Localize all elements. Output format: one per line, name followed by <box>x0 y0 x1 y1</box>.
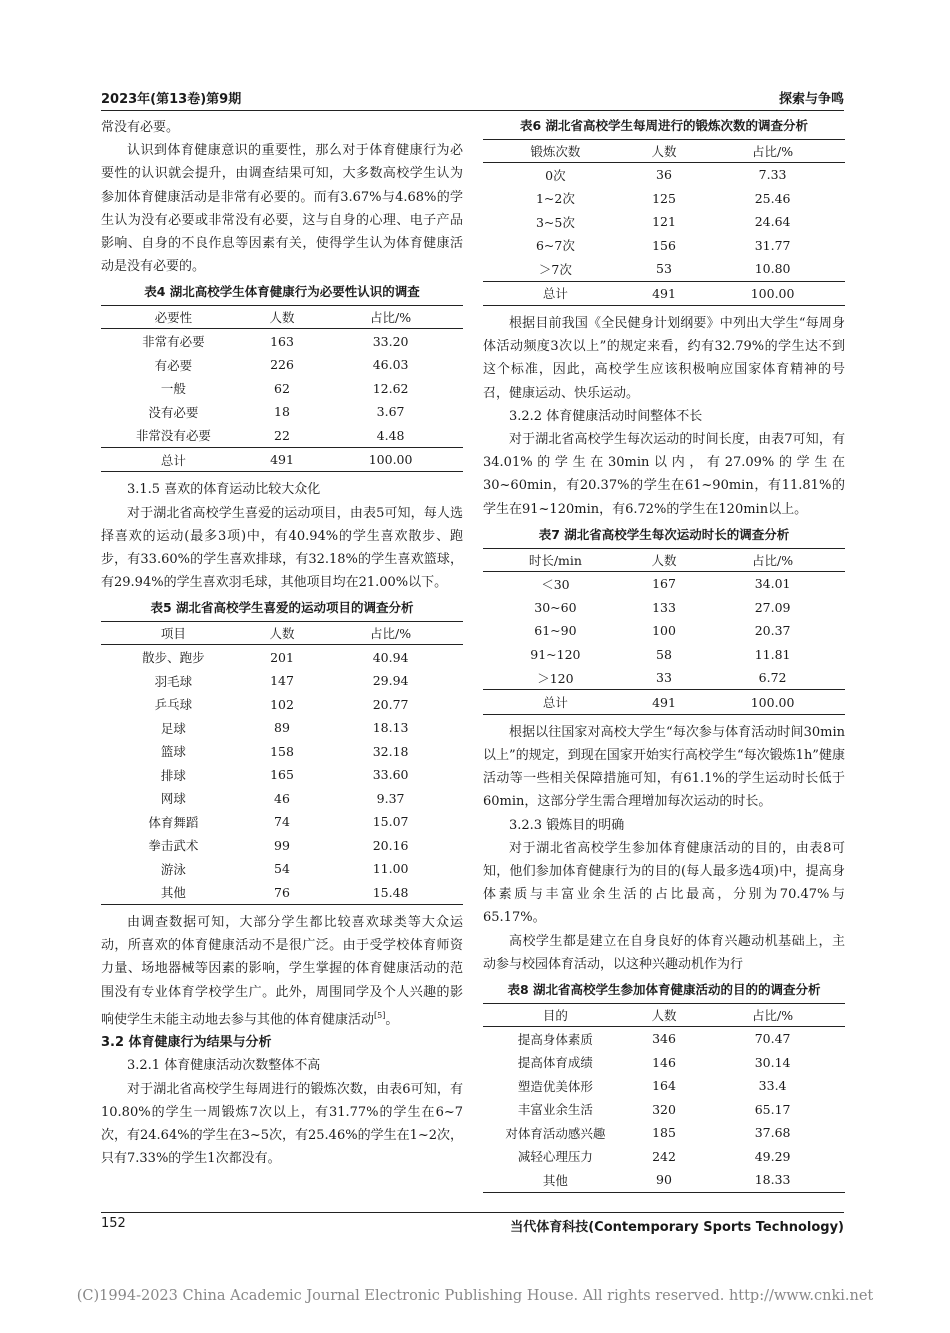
table-cell: 185 <box>652 1125 676 1141</box>
table-cell: 58 <box>656 646 672 662</box>
table-cell: 226 <box>270 357 294 373</box>
table-row <box>483 595 845 619</box>
table-cell: 90 <box>656 1172 672 1188</box>
table-cell: 体育舞蹈 <box>148 814 199 830</box>
left-column <box>101 116 463 1171</box>
table-row <box>483 1145 845 1169</box>
table-cell: 12.62 <box>372 380 409 396</box>
table-8-caption: 表8 湖北省高校学生参加体育健康活动的目的的调查分析 <box>507 982 821 998</box>
paragraph: 根据目前我国《全民健身计划纲要》中列出大学生“每周身体活动频度3次以上”的规定来看，约有32.79%的学生达不到这个标准，因此，高校学生应该积极响应国家体育精神的号召，健康运动、快乐运动。 <box>483 316 845 401</box>
table-cell: 34.01 <box>754 576 791 592</box>
table-row <box>483 1168 845 1192</box>
table-row <box>101 833 463 857</box>
table-cell: 9.37 <box>376 790 405 806</box>
table-cell: 24.64 <box>754 214 791 230</box>
table-row <box>101 423 463 447</box>
table-cell: 91~120 <box>530 646 581 662</box>
table-cell: 158 <box>270 743 294 759</box>
table-cell: 1~2次 <box>535 191 575 207</box>
table-cell: 非常有必要 <box>142 334 205 350</box>
table-cell: 10.80 <box>754 261 791 277</box>
table-header-row <box>101 622 463 645</box>
paragraph-continued: 常没有必要。 <box>101 120 180 135</box>
table-cell: 20.16 <box>372 837 409 853</box>
table-cell: 丰富业余生活 <box>517 1102 593 1118</box>
table-cell: 133 <box>652 599 676 615</box>
table-cell: 18.33 <box>754 1172 791 1188</box>
table-cell: 3.67 <box>376 404 405 420</box>
column-header: 人数 <box>628 140 700 163</box>
journal-issue-header: 2023年(第13卷)第9期 <box>101 92 242 107</box>
table-cell: 100.00 <box>700 690 845 715</box>
table-cell: 30.14 <box>754 1054 791 1070</box>
table-cell: 羽毛球 <box>154 673 193 689</box>
subsection-3-1-5: 3.1.5 喜欢的体育运动比较大众化 <box>127 482 321 498</box>
table-row <box>101 669 463 693</box>
paragraph-end: 。 <box>385 1012 399 1028</box>
table-cell: 塑造优美体形 <box>517 1078 593 1094</box>
table-total-row <box>101 447 463 472</box>
table-cell: 70.47 <box>754 1031 791 1047</box>
table-5-caption: 表5 湖北省高校学生喜爱的运动项目的调查分析 <box>150 600 414 616</box>
table-cell: 20.37 <box>754 623 791 639</box>
table-cell: 其他 <box>542 1172 568 1188</box>
table-cell: 对体育活动感兴趣 <box>505 1125 606 1141</box>
table-cell: 总计 <box>483 690 628 715</box>
column-header: 占比/% <box>318 622 463 645</box>
table-cell: 37.68 <box>754 1125 791 1141</box>
column-header: 目的 <box>483 1004 628 1027</box>
table-cell: 11.81 <box>754 646 791 662</box>
column-header: 人数 <box>246 622 318 645</box>
table-cell: 49.29 <box>754 1148 791 1164</box>
table-cell: 125 <box>652 190 676 206</box>
table-cell: 164 <box>652 1078 676 1094</box>
table-cell: 74 <box>274 814 290 830</box>
table-5 <box>101 621 463 905</box>
table-cell: 53 <box>656 261 672 277</box>
paragraph: 对于湖北省高校学生每次运动的时间长度，由表7可知，有34.01%的学生在30min以内，有27.09%的学生在30~60min，有20.37%的学生在61~90min，有11.81%的学生在91~120min，有6.72%的学生在120min以上。 <box>483 432 845 517</box>
footer-rule <box>101 1212 844 1213</box>
table-header-row <box>101 306 463 329</box>
table-7-caption: 表7 湖北省高校学生每次运动时长的调查分析 <box>538 526 790 542</box>
table-cell: 有必要 <box>154 357 193 373</box>
table-cell: 总计 <box>101 447 246 472</box>
column-header: 人数 <box>628 1004 700 1027</box>
table-cell: ＞120 <box>537 670 574 686</box>
table-row <box>483 1027 845 1051</box>
table-row <box>483 210 845 234</box>
header-rule <box>101 110 844 111</box>
table-row <box>101 376 463 400</box>
table-cell: 165 <box>270 767 294 783</box>
table-cell: 29.94 <box>372 673 409 689</box>
table-cell: 6~7次 <box>535 238 575 254</box>
paragraph: 对于湖北省高校学生每周进行的锻炼次数，由表6可知，有10.80%的学生一周锻炼7次以上，有31.77%的学生在6~7次，有24.64%的学生在3~5次，有25.46%的学生在1~2次，只有7.33%的学生1次都没有。 <box>101 1081 464 1167</box>
table-cell: 游泳 <box>160 861 186 877</box>
table-cell: 99 <box>274 837 290 853</box>
table-4-caption: 表4 湖北高校学生体育健康行为必要性认识的调查 <box>144 284 420 300</box>
table-cell: 156 <box>652 237 676 253</box>
table-cell: 76 <box>274 884 290 900</box>
copyright-notice: (C)1994-2023 China Academic Journal Electronic Publishing House. All rights reserved. http://www.cnki.net <box>76 1288 874 1304</box>
table-row <box>483 1051 845 1075</box>
table-cell: ＞7次 <box>538 261 572 277</box>
table-cell: 22 <box>274 427 290 443</box>
table-cell: 排球 <box>160 767 186 783</box>
table-cell: 163 <box>270 333 294 349</box>
table-header-row <box>483 140 845 163</box>
table-8 <box>483 1003 845 1193</box>
table-cell: 167 <box>652 576 676 592</box>
table-cell: 没有必要 <box>148 404 199 420</box>
table-cell: 3~5次 <box>535 214 575 230</box>
table-row <box>101 400 463 424</box>
column-header: 锻炼次数 <box>483 140 628 163</box>
paragraph-text: 由调查数据可知，大部分学生都比较喜欢球类等大众运动，所喜欢的体育健康活动不是很广泛。由于受学校体育师资力量、场地器械等因素的影响，学生掌握的体育健康活动的范围没有专业体育学校学生广。此外，周围同学及个人兴趣的影响使学生未能主动地去参与其他的体育健康活动 <box>101 914 463 1028</box>
table-cell: 36 <box>656 167 672 183</box>
column-header: 占比/% <box>700 548 845 571</box>
table-cell: 491 <box>246 447 318 472</box>
table-cell: 散步、跑步 <box>142 650 205 666</box>
table-cell: 100.00 <box>318 447 463 472</box>
table-row <box>483 1074 845 1098</box>
column-header: 时长/min <box>483 548 628 571</box>
column-header: 占比/% <box>700 1004 845 1027</box>
column-header: 探索与争鸣 <box>778 92 844 107</box>
table-row <box>101 786 463 810</box>
table-row <box>483 257 845 281</box>
table-total-row <box>483 281 845 306</box>
table-cell: 46.03 <box>372 357 409 373</box>
table-cell: 提高体育成绩 <box>517 1055 593 1071</box>
table-cell: 18 <box>274 404 290 420</box>
table-cell: 18.13 <box>372 720 409 736</box>
table-6 <box>483 139 845 306</box>
table-row <box>483 187 845 211</box>
table-6-caption: 表6 湖北省高校学生每周进行的锻炼次数的调查分析 <box>519 118 809 133</box>
subsection-3-2-1: 3.2.1 体育健康活动次数整体不高 <box>127 1058 321 1074</box>
table-cell: 33.60 <box>372 767 409 783</box>
paragraph: 认识到体育健康意识的重要性，那么对于体育健康行为必要性的认识就会提升，由调查结果可知，大多数高校学生认为参加体育健康活动是非常有必要的。而有3.67%与4.68%的学生认为没有必要或非常没有必要，这与自身的心理、电子产品影响、自身的不良作息等因素有关，使得学生认为体育健康活动是没有必要的。 <box>101 143 463 275</box>
table-cell: 121 <box>652 214 676 230</box>
table-cell: 100.00 <box>700 281 845 306</box>
table-row <box>101 329 463 353</box>
paragraph <box>101 911 463 1031</box>
column-header: 人数 <box>246 306 318 329</box>
table-row <box>101 810 463 834</box>
page-number: 152 <box>101 1216 126 1231</box>
table-cell: 54 <box>274 861 290 877</box>
table-cell: 491 <box>628 690 700 715</box>
table-header-row <box>483 548 845 571</box>
table-cell: 0次 <box>545 167 566 183</box>
table-row <box>101 645 463 669</box>
table-cell: 4.48 <box>376 427 405 443</box>
table-cell: 减轻心理压力 <box>517 1149 593 1165</box>
table-cell: 33.20 <box>372 333 409 349</box>
paragraph: 对于湖北省高校学生参加体育健康活动的目的，由表8可知，他们参加体育健康行为的目的(每人最多选4项)中，提高身体素质与丰富业余生活的占比最高，分别为70.47%与65.17%。 <box>483 840 845 926</box>
table-cell: 30~60 <box>534 599 577 615</box>
table-cell: 25.46 <box>754 190 791 206</box>
paragraph: 根据以往国家对高校大学生“每次参与体育活动时间30min以上”的规定，到现在国家开始实行高校学生“每次锻炼1h”健康活动等一些相关保障措施可知，有61.1%的学生运动时长低于60min，这部分学生需合理增加每次运动的时长。 <box>483 724 845 810</box>
table-row <box>483 1098 845 1122</box>
column-header: 必要性 <box>101 306 246 329</box>
table-row <box>101 692 463 716</box>
table-7 <box>483 548 845 715</box>
table-cell: 33.4 <box>758 1078 787 1094</box>
table-cell: 6.72 <box>758 670 787 686</box>
table-row <box>101 739 463 763</box>
table-4 <box>101 305 463 472</box>
table-cell: 乒乓球 <box>154 697 193 713</box>
table-cell: 20.77 <box>372 696 409 712</box>
table-cell: 27.09 <box>754 599 791 615</box>
section-3-2: 3.2 体育健康行为结果与分析 <box>101 1035 272 1051</box>
column-header: 占比/% <box>318 306 463 329</box>
table-cell: 33 <box>656 670 672 686</box>
table-cell: 147 <box>270 673 294 689</box>
column-header: 人数 <box>628 548 700 571</box>
table-row <box>483 163 845 187</box>
table-cell: 100 <box>652 623 676 639</box>
subsection-3-2-3: 3.2.3 锻炼目的明确 <box>509 817 625 833</box>
table-cell: 非常没有必要 <box>135 428 211 444</box>
table-cell: 31.77 <box>754 237 791 253</box>
paragraph: 高校学生都是建立在自身良好的体育兴趣动机基础上，主动参与校园体育活动，以这种兴趣动机作为行 <box>483 933 845 972</box>
table-row <box>483 571 845 595</box>
table-cell: 346 <box>652 1031 676 1047</box>
table-row <box>101 763 463 787</box>
table-cell: 11.00 <box>372 861 409 877</box>
table-cell: 7.33 <box>758 167 787 183</box>
table-row <box>101 857 463 881</box>
table-cell: 46 <box>274 790 290 806</box>
table-cell: 65.17 <box>754 1101 791 1117</box>
table-row <box>483 666 845 690</box>
table-cell: 一般 <box>160 381 186 397</box>
column-header: 占比/% <box>700 140 845 163</box>
table-cell: 40.94 <box>372 649 409 665</box>
table-cell: 32.18 <box>372 743 409 759</box>
table-cell: 146 <box>652 1054 676 1070</box>
citation-ref: [5] <box>374 1010 386 1020</box>
table-cell: 102 <box>270 696 294 712</box>
table-cell: 总计 <box>483 281 628 306</box>
table-row <box>101 880 463 904</box>
table-cell: 网球 <box>160 791 186 807</box>
table-cell: 其他 <box>160 885 186 901</box>
table-row <box>101 716 463 740</box>
table-cell: 15.07 <box>372 814 409 830</box>
table-cell: 提高身体素质 <box>517 1031 593 1047</box>
journal-name: 当代体育科技(Contemporary Sports Technology) <box>510 1220 844 1235</box>
table-row <box>101 353 463 377</box>
table-row <box>483 234 845 258</box>
table-cell: 242 <box>652 1148 676 1164</box>
table-header-row <box>483 1004 845 1027</box>
table-cell: 61~90 <box>534 623 577 639</box>
table-cell: 篮球 <box>160 744 186 760</box>
table-cell: 320 <box>652 1101 676 1117</box>
table-total-row <box>483 690 845 715</box>
table-row <box>483 1121 845 1145</box>
table-row <box>483 619 845 643</box>
column-header: 项目 <box>101 622 246 645</box>
table-cell: 201 <box>270 649 294 665</box>
table-cell: 491 <box>628 281 700 306</box>
table-cell: ＜30 <box>541 576 570 592</box>
table-cell: 15.48 <box>372 884 409 900</box>
paragraph: 对于湖北省高校学生喜爱的运动项目，由表5可知，每人选择喜欢的运动(最多3项)中，有40.94%的学生喜欢散步、跑步，有33.60%的学生喜欢排球，有32.18%的学生喜欢篮球，有29.94%的学生喜欢羽毛球，其他项目均在21.00%以下。 <box>101 505 463 591</box>
subsection-3-2-2: 3.2.2 体育健康活动时间整体不长 <box>509 408 703 424</box>
table-cell: 足球 <box>160 720 186 736</box>
table-cell: 62 <box>274 380 290 396</box>
table-row <box>483 642 845 666</box>
right-column <box>483 116 845 1193</box>
table-cell: 拳击武术 <box>148 838 199 854</box>
table-cell: 89 <box>274 720 290 736</box>
